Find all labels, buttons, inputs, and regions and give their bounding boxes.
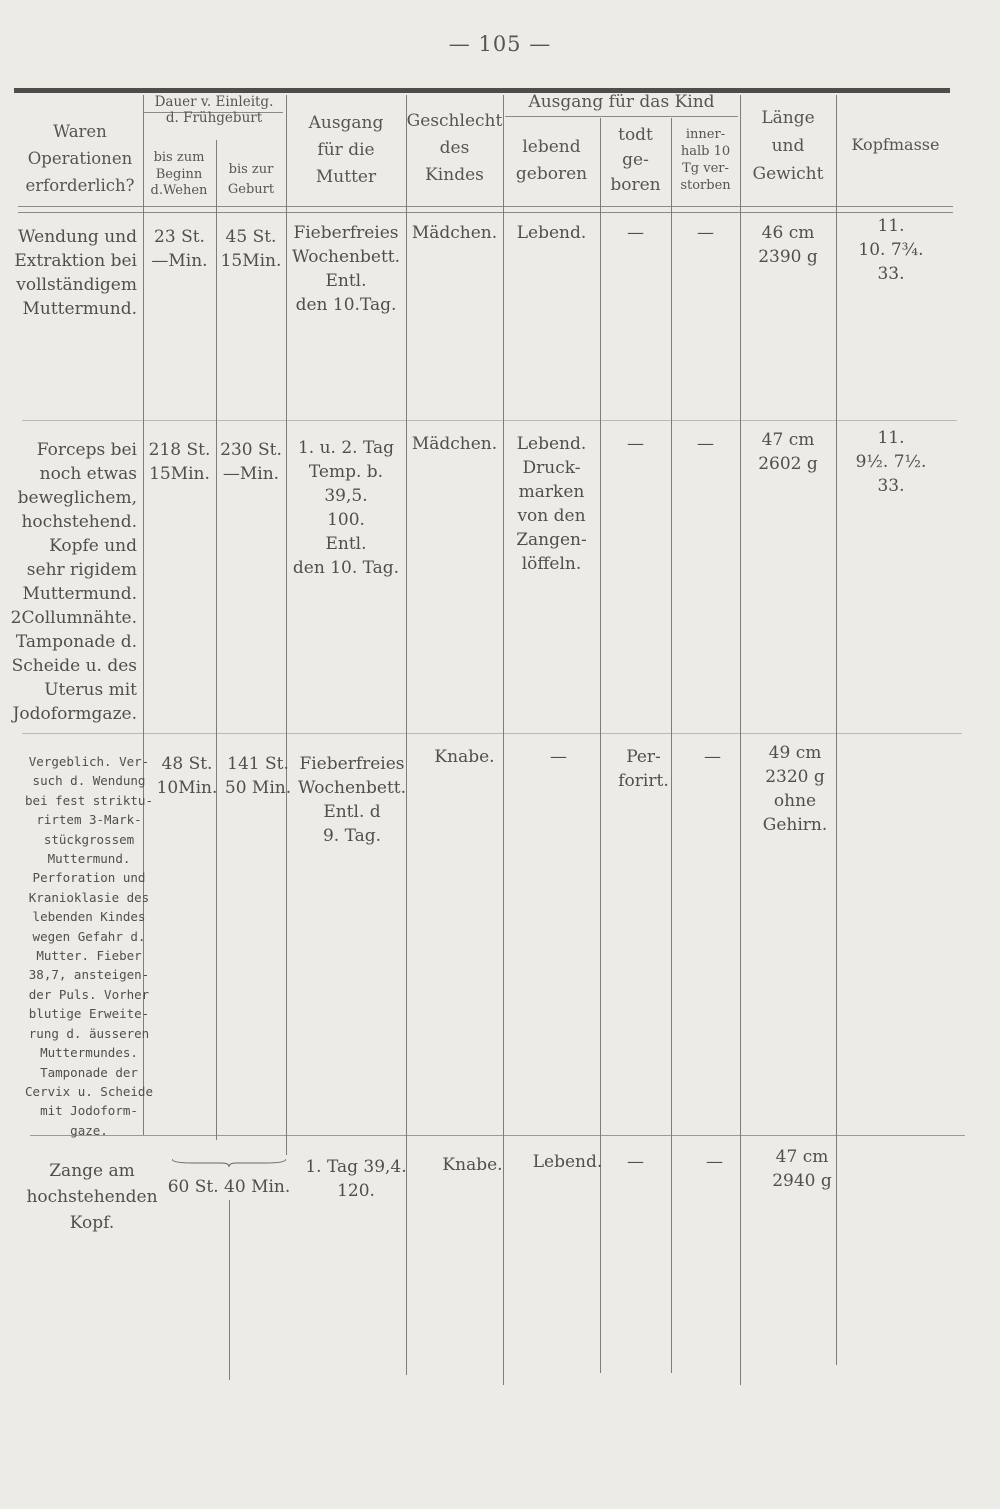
row3-stillborn: Per- forirt. <box>618 747 669 791</box>
header-head: Kopfmasse <box>851 135 940 154</box>
row4-operation: Zange am hochstehenden Kopf. <box>26 1161 158 1233</box>
row2-sex: Mädchen. <box>411 434 498 454</box>
row3-length-weight: 49 cm 2320 g ohne Gehirn. <box>762 743 828 835</box>
row1-alive: Lebend. <box>516 223 587 243</box>
col-rule-extra <box>229 1200 230 1380</box>
row-separator-2 <box>22 733 962 734</box>
child-sub-rule <box>505 116 738 117</box>
row1-operation: Wendung und Extraktion bei vollständigem Muttermund. <box>14 227 137 319</box>
row-separator-1 <box>22 420 957 421</box>
header-duration-to-birth: bis zur Geburt <box>227 162 275 197</box>
header-alive: lebend geboren <box>515 137 588 184</box>
row4-mother: 1. Tag 39,4. 120. <box>305 1157 407 1201</box>
table-top-rule <box>14 88 950 93</box>
row2-stillborn: — <box>627 434 644 454</box>
row2-length-weight: 47 cm 2602 g <box>758 430 818 474</box>
row3-operation: Vergeblich. Ver- such d. Wendung bei fest striktu- rirtem 3-Mark- stückgrossem Muttermund. Perforation und Kranioklasie des lebenden Kindes wegen Gefahr d. Mutter. Fieber 38,7, ansteigen- der Puls. Vorher blutige Erweite- rung d. äusseren Muttermundes. Tamponade der Cervix u. Scheide mit Jodoform- gaze. <box>25 754 153 1138</box>
header-length-weight: Länge und Gewicht <box>752 108 824 184</box>
row4-sex: Knabe. <box>442 1155 503 1175</box>
row2-died: — <box>697 434 714 454</box>
header-bottom-rule-2 <box>18 212 953 213</box>
row3-died: — <box>704 747 721 767</box>
row4-alive: Lebend. <box>532 1152 603 1172</box>
header-child-outcome: Ausgang für das Kind <box>528 92 715 112</box>
row1-sex: Mädchen. <box>411 223 498 243</box>
row2-alive: Lebend. Druck- marken von den Zangen- löffeln. <box>516 434 587 574</box>
col-rule-2 <box>216 140 217 1140</box>
row2-to-birth: 230 St. —Min. <box>220 440 282 484</box>
row3-to-labor: 48 St. 10Min. <box>156 754 218 798</box>
header-duration-to-labor: bis zum Beginn d.Wehen <box>150 150 208 198</box>
row1-length-weight: 46 cm 2390 g <box>758 223 818 267</box>
row2-head: 11. 9½. 7½. 33. <box>855 428 927 496</box>
row4-length-weight: 47 cm 2940 g <box>772 1147 832 1191</box>
header-duration: Dauer v. Einleitg. d. Frühgeburt <box>154 94 274 126</box>
row1-died: — <box>697 223 714 243</box>
row1-to-birth: 45 St. 15Min. <box>220 227 282 271</box>
header-stillborn: todt ge- boren <box>610 125 661 195</box>
row4-brace <box>172 1157 286 1167</box>
header-mother: Ausgang für die Mutter <box>308 113 384 187</box>
row3-alive: — <box>550 747 567 767</box>
row2-mother: 1. u. 2. Tag Temp. b. 39,5. 100. Entl. den 10. Tag. <box>292 438 400 578</box>
row3-mother: Fieberfreies Wochenbett. Entl. d 9. Tag. <box>297 754 407 846</box>
row4-stillborn: — <box>627 1152 644 1172</box>
row1-head: 11. 10. 7¾. 33. <box>858 216 924 284</box>
header-operation: Waren Operationen erforderlich? <box>25 122 135 195</box>
header-bottom-rule <box>18 206 953 207</box>
col-rule-5 <box>503 95 504 1385</box>
row4-combined-duration: 60 St. 40 Min. <box>167 1177 291 1197</box>
header-sex: Geschlecht des Kindes <box>406 111 503 185</box>
row3-sex: Knabe. <box>434 747 495 767</box>
row2-operation: Forceps bei noch etwas beweglichem, hochstehend. Kopfe und sehr rigidem Muttermund. 2Collumnähte. Tamponade d. Scheide u. des Uterus mit Jodoformgaze. <box>10 440 137 724</box>
col-rule-8 <box>740 95 741 1385</box>
row1-to-labor: 23 St. —Min. <box>151 227 208 271</box>
page-number: — 105 — <box>448 32 552 56</box>
row1-mother: Fieberfreies Wochenbett. Entl. den 10.Tag. <box>291 223 401 315</box>
header-died-10: inner- halb 10 Tg ver- storben <box>680 127 731 193</box>
row4-died: — <box>706 1152 723 1172</box>
row2-to-labor: 218 St. 15Min. <box>148 440 211 484</box>
row1-stillborn: — <box>627 223 644 243</box>
row-separator-3 <box>30 1135 965 1136</box>
row3-to-birth: 141 St. 50 Min. <box>224 754 292 798</box>
